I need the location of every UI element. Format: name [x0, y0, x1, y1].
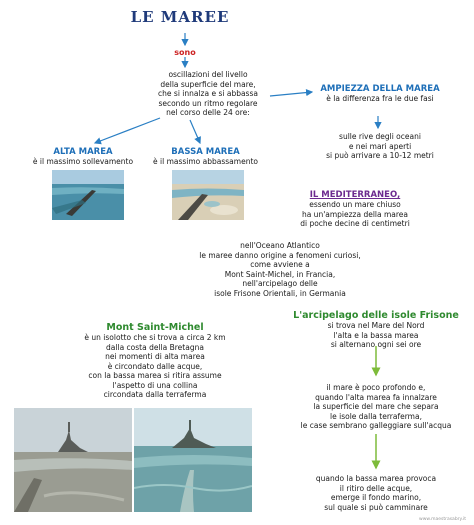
alta-marea-photo: [52, 170, 124, 220]
msm-high-tide-photo: [14, 408, 132, 512]
frisone-middle-line: quando l'alta marea fa innalzare: [315, 392, 437, 402]
ampiezza-detail: [300, 132, 460, 161]
frisone-bottom-line: il ritiro delle acque,: [339, 483, 413, 493]
brand-watermark: www.maestrasabry.it: [419, 517, 466, 522]
frisone-middle-line: le case sembrano galleggiare sull'acqua: [300, 421, 452, 430]
frisone-middle: [282, 383, 470, 431]
definition-line: oscillazioni del livello: [168, 70, 248, 79]
alta-marea-block: [28, 147, 138, 167]
oceano-line: nell'arcipelago delle: [242, 279, 318, 288]
frisone-line: si alternano ogni sei ore: [330, 340, 422, 349]
mont-saint-michel-heading: Mont Saint-Michel: [106, 322, 204, 333]
frisone-bottom-line: emerge il fondo marino,: [330, 493, 422, 502]
definition-line: che si innalza e si abbassa: [158, 89, 258, 98]
frisone-line: l'alta e la bassa marea: [333, 330, 419, 340]
frisone-bottom: [282, 474, 470, 512]
mediterraneo-block: [270, 190, 440, 229]
oceano-line: isole Frisone Orientali, in Germania: [214, 288, 346, 298]
sono-label: sono: [174, 48, 196, 57]
frisone-block: [282, 310, 470, 350]
frisone-middle-line: il mare è poco profondo e,: [326, 383, 426, 392]
msm-line: circondata dalla terraferma: [103, 390, 207, 399]
msm-line: nei momenti di alta marea: [105, 352, 205, 361]
msm-line: è circondato dalle acque,: [107, 361, 203, 371]
mediterraneo-heading: IL MEDITERRANEO,: [309, 190, 401, 200]
msm-line: con la bassa marea si ritira assume: [88, 371, 222, 380]
page-title: LE MAREE: [130, 8, 230, 26]
arrow-to-bassa-marea: [190, 120, 200, 143]
oceano-line: Mont Saint-Michel, in Francia,: [224, 269, 336, 279]
msm-line: l'aspetto di una collina: [112, 380, 198, 390]
oceano-line: come avviene a: [250, 260, 310, 269]
msm-line: è un isolotto che si trova a circa 2 km: [84, 333, 226, 342]
mediterraneo-line: ha un'ampiezza della marea: [301, 209, 409, 219]
frisone-bottom-line: quando la bassa marea provoca: [315, 474, 437, 483]
oceano-text: [180, 241, 380, 298]
msm-line: dalla costa della Bretagna: [106, 342, 204, 352]
mediterraneo-line: di poche decine di centimetri: [300, 219, 410, 228]
msm-low-tide-photo: [134, 408, 252, 512]
frisone-heading: L'arcipelago delle isole Frisone: [293, 310, 459, 321]
bassa-marea-heading: BASSA MAREA: [171, 147, 240, 157]
definition-line: nel corso delle 24 ore:: [166, 108, 250, 117]
ampiezza-block: [300, 84, 460, 104]
alta-marea-heading: ALTA MAREA: [53, 147, 113, 157]
oceano-line: nell'Oceano Atlantico: [240, 241, 320, 250]
frisone-middle-line: la superficie del mare che separa: [313, 402, 439, 411]
alta-marea-line: è il massimo sollevamento: [32, 157, 134, 166]
ampiezza-line: è la differenza fra le due fasi: [326, 94, 434, 103]
mont-saint-michel-block: [60, 322, 250, 400]
ampiezza-detail-line: sulle rive degli oceani: [339, 132, 421, 141]
ampiezza-detail-line: si può arrivare a 10-12 metri: [326, 151, 434, 160]
ampiezza-heading: AMPIEZZA DELLA MAREA: [320, 84, 440, 94]
oceano-line: le maree danno origine a fenomeni curiosi,: [199, 250, 361, 260]
definition-line: della superficie del mare,: [160, 79, 256, 89]
arrow-to-alta-marea: [95, 118, 160, 143]
frisone-middle-line: le isole dalla terraferma,: [330, 411, 422, 421]
mediterraneo-line: essendo un mare chiuso: [309, 200, 401, 209]
definition-text: [133, 70, 283, 118]
ampiezza-detail-line: e nei mari aperti: [348, 141, 412, 151]
bassa-marea-line: è il massimo abbassamento: [153, 157, 258, 166]
frisone-line: si trova nel Mare del Nord: [327, 321, 425, 330]
frisone-bottom-line: sul quale si può camminare: [324, 502, 428, 512]
bassa-marea-photo: [172, 170, 244, 220]
definition-line: secondo un ritmo regolare: [158, 98, 258, 108]
bassa-marea-block: [148, 147, 263, 167]
